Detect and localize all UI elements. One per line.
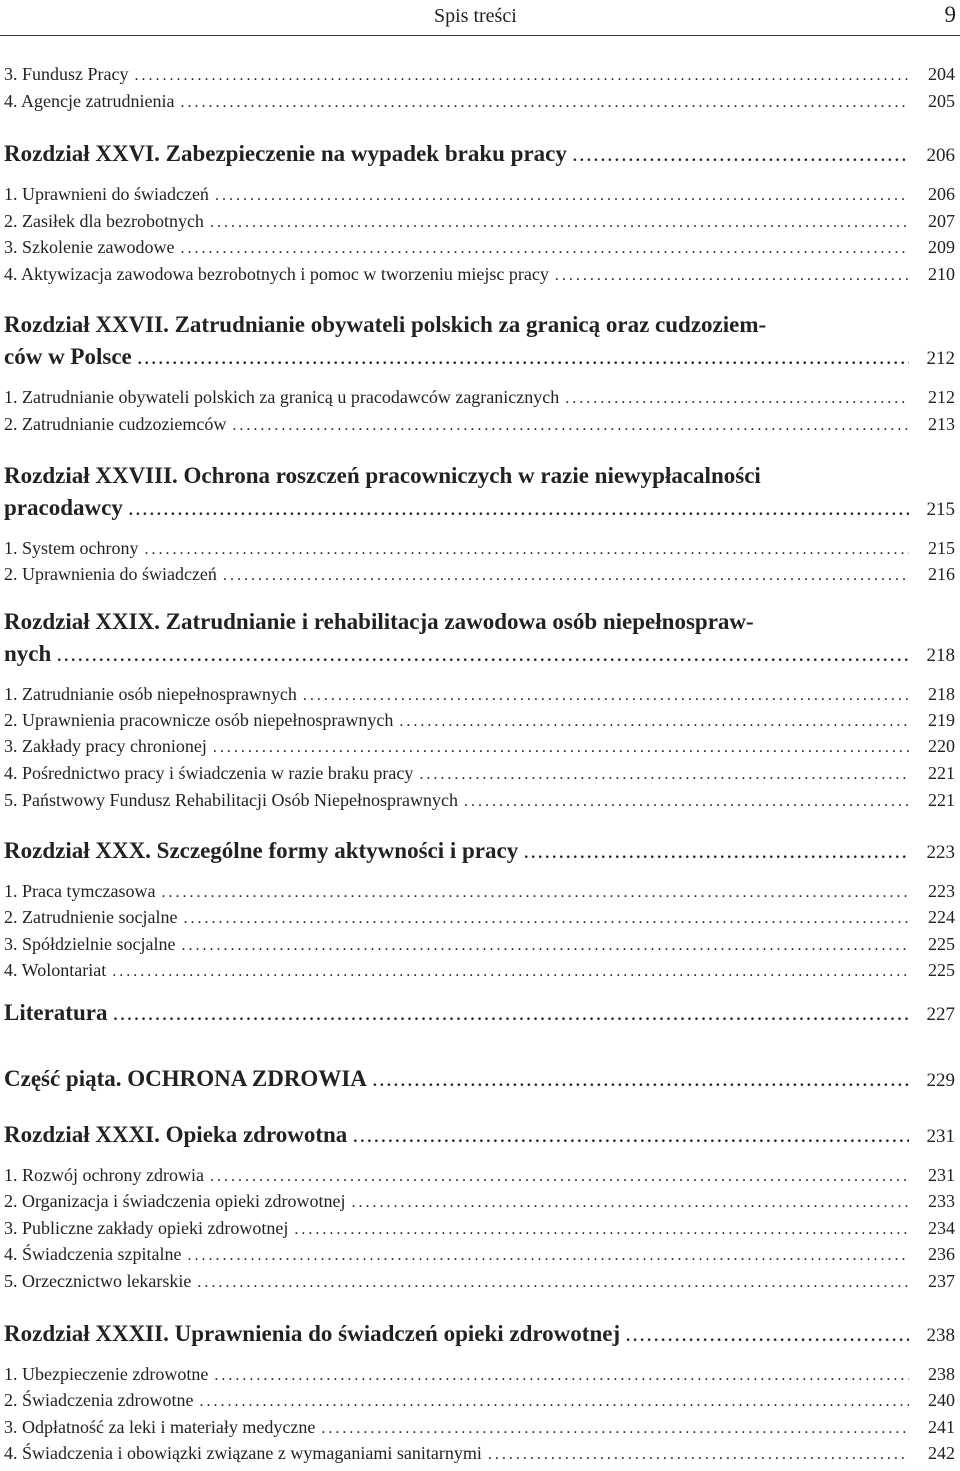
entry-page-number: 236 [928,1244,955,1264]
entry-title: 5. Państwowy Fundusz Rehabilitacji Osób Niepełnosprawnych [4,790,458,810]
entry-title: 2. Organizacja i świadczenia opieki zdrowotnej [4,1191,346,1211]
entry-page-number: 210 [928,264,955,284]
toc-chapter-entry [4,1066,955,1098]
entry-title: 2. Uprawnienia pracownicze osób niepełnosprawnych [4,710,394,730]
entry-page-number: 223 [928,881,955,901]
entry-title: 2. Zatrudnianie cudzoziemców [4,414,227,434]
toc-chapter-entry [4,141,955,173]
dot-leader [232,417,909,435]
dot-leader [161,884,909,902]
dot-leader [183,910,909,928]
running-title: Spis treści [434,5,517,27]
toc-chapter-entry [4,1000,955,1032]
entry-page-number: 234 [928,1218,955,1238]
entry-page-number: 241 [928,1417,955,1437]
entry-title: 4. Świadczenia szpitalne [4,1244,182,1264]
entry-title: 3. Fundusz Pracy [4,64,129,84]
entry-page-number: 212 [926,348,955,369]
entry-page-number: 237 [928,1271,955,1291]
entry-page-number: 209 [928,237,955,257]
entry-title: 1. Praca tymczasowa [4,881,156,901]
entry-title: 4. Wolontariat [4,960,107,980]
dot-leader [138,351,909,369]
entry-title: 2. Zatrudnienie socjalne [4,907,178,927]
entry-title: Rozdział XXVI. Zabezpieczenie na wypadek braku pracy [4,141,567,166]
entry-title: nych [4,641,52,666]
entry-title: 4. Agencje zatrudnienia [4,91,175,111]
dot-leader [197,1274,909,1292]
dot-leader [399,713,909,731]
entry-title: 4. Aktywizacja zawodowa bezrobotnych i pomoc w tworzeniu miejsc pracy [4,264,549,284]
entry-page-number: 205 [928,91,955,111]
entry-title: 1. Zatrudnianie osób niepełnosprawnych [4,684,297,704]
toc-entry [4,64,955,90]
toc-chapter-entry [4,838,955,870]
dot-leader [294,1221,909,1239]
entry-title: 4. Świadczenia i obowiązki związane z wymaganiami sanitarnymi [4,1443,482,1463]
entry-page-number: 219 [928,710,955,730]
dot-leader [353,1129,909,1147]
dot-leader [145,541,910,559]
dot-leader [180,240,909,258]
entry-page-number: 206 [926,145,955,166]
entry-page-number: 212 [928,387,955,407]
entry-title: 4. Pośrednictwo pracy i świadczenia w razie braku pracy [4,763,414,783]
toc-entry [4,960,955,986]
entry-title: 3. Spółdzielnie socjalne [4,934,176,954]
toc-entry [4,763,955,789]
entry-page-number: 223 [926,842,955,863]
chapter-title-line: Rozdział XXVIII. Ochrona roszczeń pracowniczych w razie niewypłacalności [4,463,761,488]
entry-title: Rozdział XXX. Szczególne formy aktywności i pracy [4,838,519,863]
dot-leader [187,1247,909,1265]
dot-leader [213,739,909,757]
dot-leader [135,67,910,85]
toc-entry [4,684,955,710]
entry-page-number: 242 [928,1443,955,1463]
entry-title: 2. Uprawnienia do świadczeń [4,564,217,584]
dot-leader [555,267,909,285]
entry-page-number: 215 [928,538,955,558]
entry-page-number: 215 [926,499,955,520]
entry-page-number: 218 [926,645,955,666]
dot-leader [573,148,909,166]
entry-page-number: 224 [928,907,955,927]
entry-page-number: 220 [928,736,955,756]
toc-entry [4,538,955,564]
toc-entry [4,710,955,736]
entry-title: 1. Uprawnieni do świadczeń [4,184,209,204]
toc-chapter-entry [4,1321,955,1353]
toc-entry [4,1364,955,1390]
toc-chapter-entry [4,344,955,376]
chapter-title-line: Rozdział XXVII. Zatrudnianie obywateli polskich za granicą oraz cudzoziem- [4,312,767,337]
dot-leader [57,648,909,666]
entry-page-number: 213 [928,414,955,434]
toc-entry [4,184,955,210]
toc-entry [4,934,955,960]
entry-page-number: 206 [928,184,955,204]
entry-page-number: 229 [926,1070,955,1091]
toc-entry [4,1218,955,1244]
toc-chapter-entry [4,1122,955,1154]
dot-leader [321,1420,909,1438]
toc-entry [4,736,955,762]
entry-title: 1. System ochrony [4,538,139,558]
dot-leader [199,1393,909,1411]
entry-page-number: 231 [926,1126,955,1147]
entry-title: 1. Rozwój ochrony zdrowia [4,1165,204,1185]
dot-leader [112,963,909,981]
entry-page-number: 216 [928,564,955,584]
toc-entry [4,91,955,117]
toc-entry [4,414,955,440]
toc-chapter-entry [4,641,955,673]
dot-leader [180,94,909,112]
toc-entry [4,564,955,590]
toc-entry [4,1390,955,1416]
toc-entry [4,387,955,413]
toc-entry [4,264,955,290]
entry-title: Literatura [4,1000,108,1025]
chapter-title-line: Rozdział XXIX. Zatrudnianie i rehabilitacja zawodowa osób niepełnospraw- [4,609,754,634]
toc-entry [4,211,955,237]
dot-leader [352,1194,909,1212]
entry-page-number: 207 [928,211,955,231]
page-number: 9 [944,2,956,27]
entry-title: Część piąta. OCHRONA ZDROWIA [4,1066,367,1091]
header-rule [0,35,960,36]
entry-title: Rozdział XXXI. Opieka zdrowotna [4,1122,348,1147]
dot-leader [419,766,909,784]
dot-leader [373,1073,909,1091]
entry-page-number: 204 [928,64,955,84]
toc-entry [4,237,955,263]
toc-entry [4,881,955,907]
entry-page-number: 221 [928,763,955,783]
entry-title: 1. Ubezpieczenie zdrowotne [4,1364,209,1384]
dot-leader [129,502,909,520]
toc-entry [4,1165,955,1191]
toc-entry [4,1244,955,1270]
entry-title: pracodawcy [4,495,123,520]
dot-leader [113,1007,909,1025]
entry-page-number: 227 [926,1004,955,1025]
entry-title: ców w Polsce [4,344,132,369]
entry-page-number: 221 [928,790,955,810]
toc-entry [4,1271,955,1297]
entry-page-number: 240 [928,1390,955,1410]
entry-title: 3. Zakłady pracy chronionej [4,736,207,756]
page-header [0,0,960,36]
entry-title: 3. Szkolenie zawodowe [4,237,175,257]
entry-title: 1. Zatrudnianie obywateli polskich za granicą u pracodawców zagranicznych [4,387,560,407]
dot-leader [626,1328,909,1346]
entry-page-number: 233 [928,1191,955,1211]
entry-title: 3. Odpłatność za leki i materiały medyczne [4,1417,316,1437]
entry-page-number: 238 [928,1364,955,1384]
entry-page-number: 238 [926,1325,955,1346]
entry-title: 5. Orzecznictwo lekarskie [4,1271,192,1291]
toc-chapter-entry [4,495,955,527]
entry-page-number: 231 [928,1165,955,1185]
toc-entry [4,1191,955,1217]
dot-leader [488,1446,909,1464]
entry-title: 2. Zasiłek dla bezrobotnych [4,211,204,231]
entry-title: 2. Świadczenia zdrowotne [4,1390,194,1410]
entry-page-number: 225 [928,960,955,980]
toc-entry [4,1417,955,1443]
entry-page-number: 225 [928,934,955,954]
toc-entry [4,1443,955,1469]
dot-leader [223,567,909,585]
dot-leader [524,845,909,863]
toc-entry [4,790,955,816]
dot-leader [464,793,909,811]
entry-title: 3. Publiczne zakłady opieki zdrowotnej [4,1218,289,1238]
dot-leader [210,214,909,232]
dot-leader [214,1367,909,1385]
entry-page-number: 218 [928,684,955,704]
dot-leader [565,390,909,408]
dot-leader [210,1168,909,1186]
toc-entry [4,907,955,933]
dot-leader [181,937,909,955]
dot-leader [303,687,909,705]
dot-leader [215,187,909,205]
entry-title: Rozdział XXXII. Uprawnienia do świadczeń opieki zdrowotnej [4,1321,621,1346]
